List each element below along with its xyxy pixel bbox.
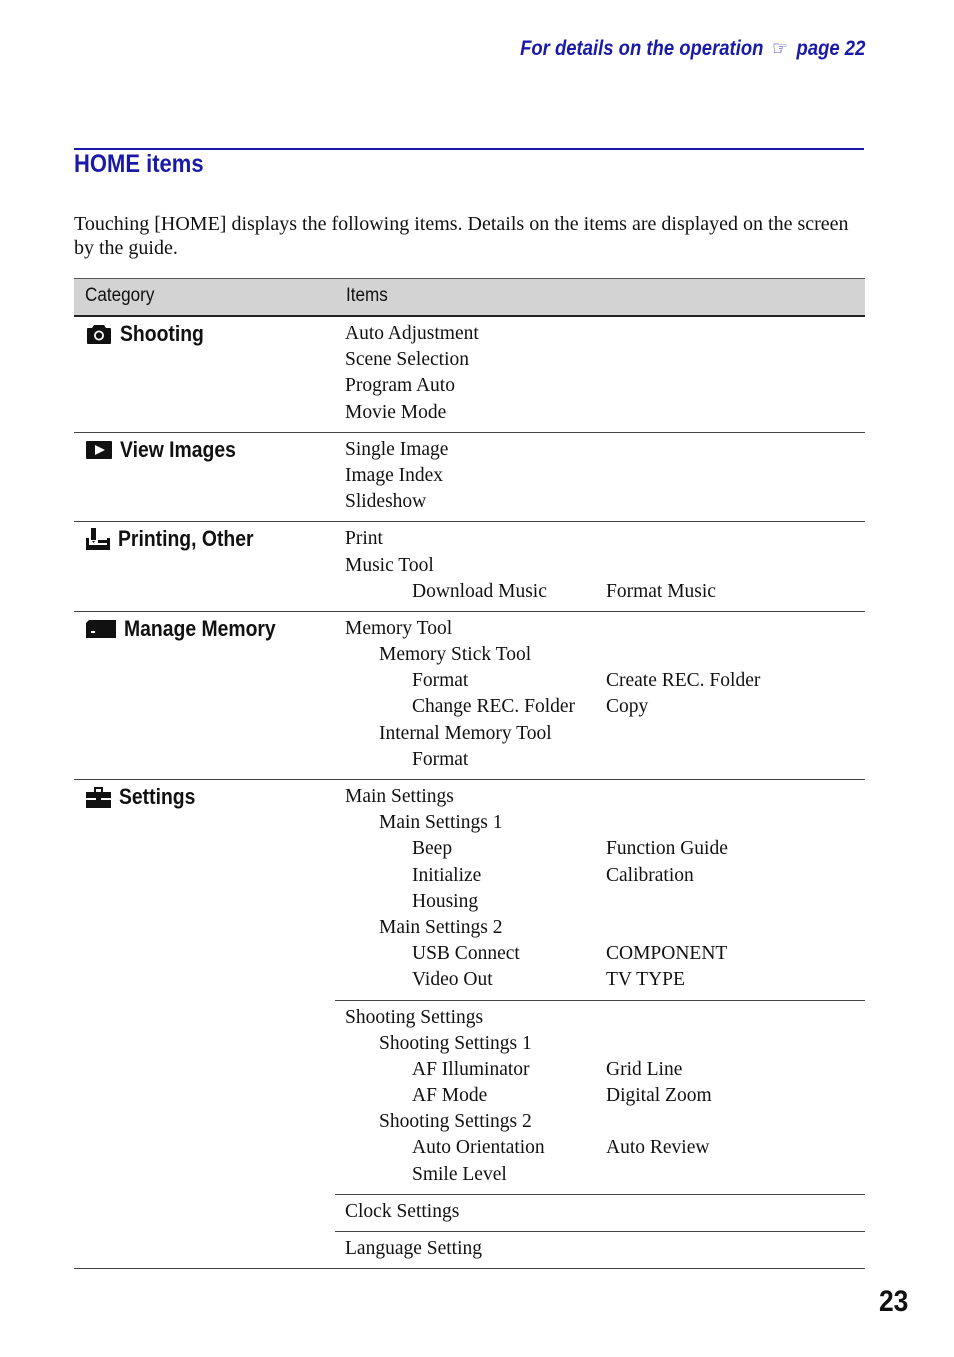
row-shooting [74, 317, 865, 433]
item-list [345, 433, 865, 522]
memory-card-icon [86, 620, 116, 638]
list-item-text: Beep [412, 838, 453, 860]
list-item [345, 1083, 865, 1109]
list-item-text: Grid Line [606, 1058, 683, 1080]
list-item: Main Settings 2 [379, 916, 503, 938]
row-printing-other [74, 522, 865, 612]
item-list [345, 317, 865, 432]
list-item: Language Setting [345, 1238, 483, 1259]
list-item-text: COMPONENT [606, 943, 728, 965]
list-item: Memory Tool [345, 617, 453, 639]
category-label: Manage Memory [124, 615, 276, 641]
list-item: Shooting Settings 2 [379, 1111, 532, 1133]
operation-reference [520, 36, 865, 61]
category-shooting [86, 321, 215, 347]
category-settings [86, 784, 206, 810]
list-item-text: Change REC. Folder [412, 696, 576, 718]
list-item [345, 836, 865, 862]
list-item-text: Calibration [606, 864, 694, 886]
section-title: HOME items [74, 150, 204, 178]
list-item [345, 694, 865, 720]
item-list [345, 612, 865, 779]
list-item-text: Copy [606, 696, 649, 718]
list-item: Clock Settings [345, 1200, 460, 1222]
settings-language-group [335, 1232, 865, 1268]
category-label: Shooting [120, 321, 204, 346]
list-item-text: AF Mode [412, 1085, 488, 1107]
list-item: Music Tool [345, 554, 434, 576]
list-item: Format [412, 748, 469, 770]
list-item: Movie Mode [345, 401, 447, 423]
list-item: Main Settings 1 [379, 812, 503, 834]
list-item-text: Download Music [412, 580, 547, 602]
table-header [74, 278, 865, 317]
list-item: Smile Level [412, 1163, 507, 1185]
item-list [345, 780, 865, 1000]
category-manage-memory [86, 616, 296, 642]
settings-clock-group [335, 1195, 865, 1232]
list-item: Scene Selection [345, 349, 469, 371]
list-item-text: USB Connect [412, 943, 520, 965]
intro-paragraph: Touching [HOME] displays the following items. Details on the items are displayed on the screen by the guide. [74, 213, 849, 259]
category-label: Settings [119, 784, 196, 809]
list-item [345, 1057, 865, 1083]
list-item: Program Auto [345, 375, 455, 397]
list-item [345, 863, 865, 889]
item-list [345, 1195, 865, 1231]
settings-shooting-group [335, 1001, 865, 1195]
settings-main-group [335, 780, 865, 1001]
play-icon [86, 441, 112, 459]
row-manage-memory [74, 612, 865, 780]
list-item: Slideshow [345, 491, 427, 513]
list-item [345, 941, 865, 967]
list-item-text: AF Illuminator [412, 1058, 530, 1080]
camera-icon [86, 323, 112, 345]
list-item-text: Function Guide [606, 838, 728, 860]
category-column-header: Category [85, 285, 155, 306]
pointing-hand-icon: ☞ [771, 38, 788, 60]
row-settings [74, 780, 865, 1269]
list-item [345, 668, 865, 694]
list-item: Print [345, 528, 383, 550]
list-item-text: Create REC. Folder [606, 670, 761, 692]
item-list [345, 1001, 865, 1194]
row-view-images [74, 433, 865, 523]
page-number: 23 [878, 1285, 908, 1318]
list-item [345, 967, 865, 993]
list-item: Image Index [345, 464, 443, 486]
list-item: Housing [412, 890, 479, 912]
items-column-header: Items [346, 285, 388, 306]
category-label: Printing, Other [118, 526, 254, 552]
list-item: Single Image [345, 438, 449, 460]
list-item-text: Auto Orientation [412, 1137, 545, 1159]
list-item [345, 579, 865, 605]
list-item-text: Digital Zoom [606, 1085, 712, 1107]
printer-icon [86, 528, 110, 550]
list-item-text: TV TYPE [606, 969, 685, 991]
category-label: View Images [120, 436, 236, 462]
list-item-text: Video Out [412, 969, 493, 991]
list-item-text: Format [412, 670, 469, 692]
list-item [345, 1135, 865, 1161]
list-item: Auto Adjustment [345, 323, 479, 344]
reference-text: For details on the operation [519, 37, 764, 60]
category-view-images [86, 437, 252, 463]
list-item: Shooting Settings [345, 1006, 484, 1028]
list-item: Main Settings [345, 786, 454, 807]
list-item-text: Initialize [412, 864, 482, 886]
item-list [345, 1232, 865, 1268]
home-items-table [74, 278, 865, 1269]
toolbox-icon [86, 787, 111, 808]
list-item: Internal Memory Tool [379, 722, 552, 744]
item-list [345, 522, 865, 611]
list-item-text: Auto Review [606, 1137, 710, 1159]
list-item: Memory Stick Tool [379, 644, 532, 666]
list-item-text: Format Music [606, 580, 716, 602]
list-item: Shooting Settings 1 [379, 1032, 532, 1054]
reference-page-link[interactable]: page 22 [796, 37, 865, 60]
category-printing-other [86, 526, 272, 552]
